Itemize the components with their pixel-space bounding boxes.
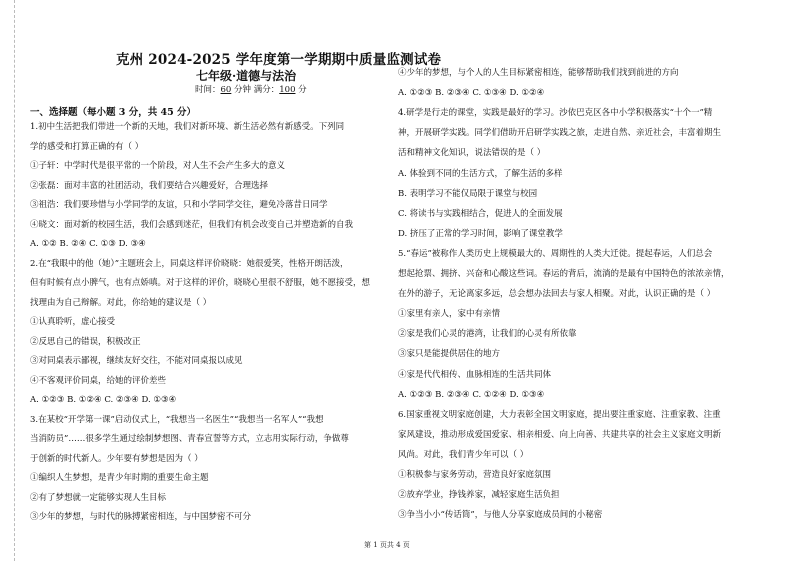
time-label: 时间： (195, 85, 221, 95)
question-line: ③祖浩：我们要珍惜与小学同学的友谊，只和小学同学交往，避免冷落昔日同学 (30, 200, 328, 210)
question-line: 神，开展研学实践。同学们借助开启研学实践之旅，走进自然、亲近社会，丰富着期生 (398, 128, 722, 139)
question-line: ③少年的梦想，与时代的脉搏紧密相连，与中国梦密不可分 (30, 512, 252, 522)
time-value: 60 (220, 85, 232, 95)
question-line: 想起抢票、拥挤、兴奋和心酸这些词。春运的背后，流淌的是最有中国特色的浓浓亲情， (398, 269, 730, 279)
question-line: A. ①②③ B. ②③④ C. ①②④ D. ①③④ (398, 389, 545, 400)
question-line: 在外的游子，无论离家多远，总会想办法回去与家人相聚。对此，认识正确的是（ ） (398, 289, 716, 300)
question-line: ③家只是能提供居住的地方 (398, 349, 501, 360)
binding-margin (0, 0, 15, 561)
question-line: ①家里有亲人，家中有亲情 (398, 309, 501, 320)
question-line: ④少年的梦想，与个人的人生目标紧密相连，能够帮助我们找到前进的方向 (398, 68, 679, 78)
question-line: A. 体验到不同的生活方式，了解生活的多样 (398, 168, 563, 179)
question-line: ①认真聆听，虚心接受 (30, 317, 116, 327)
question-line: ①子轩：中学时代是很平常的一个阶段，对人生不会产生多大的意义 (30, 161, 286, 171)
question-line: 4.研学是行走的课堂，实践是最好的学习。沙依巴克区各中小学积极落实“十个一”精 (398, 108, 713, 119)
question-line: 5.“春运”被称作人类历史上规模最大的、周期性的人类大迁徙。提起春运，人们总会 (398, 248, 713, 259)
question-line: ④家是代代相传、血脉相连的生活共同体 (398, 369, 552, 380)
question-line: D. 挤压了正常的学习时间，影响了课堂教学 (398, 228, 563, 239)
question-line: ③争当小小“传话筒”，与他人分享家庭成员间的小秘密 (398, 510, 603, 521)
question-line: 当消防员”……很多学生通过绘制梦想图、青春宣誓等方式，立志用实际行动，争做尊 (30, 434, 349, 444)
question-line: ②放弃学业，挣钱养家，减轻家庭生活负担 (398, 490, 560, 501)
question-line: 3.在某校“开学第一课”启动仪式上，“我想当一名医生”“我想当一名军人”“我想 (30, 414, 324, 425)
question-line: 1.初中生活把我们带进一个新的天地，我们对新环境、新生活必然有新感受。下列同 (30, 122, 345, 132)
exam-subtitle: 七年级·道德与法治 (196, 69, 297, 83)
section-title: 一、选择题（每小题 3 分，共 45 分） (30, 107, 197, 118)
question-line: 2.在“我眼中的他（她）”主题班会上，同桌这样评价晓晓：她很爱笑，性格开朗活泼， (30, 258, 349, 269)
question-line: A. ①②③ B. ①②④ C. ②③④ D. ①③④ (30, 395, 177, 405)
question-line: B. 表明学习不能仅局限于课堂与校园 (398, 188, 538, 199)
exam-title: 克州 2024-2025 学年度第一学期期中质量监测试卷 (116, 52, 442, 68)
question-line: A. ①② B. ②④ C. ①③ D. ③④ (30, 239, 146, 249)
exam-meta (195, 83, 307, 95)
question-line: 但有时候有点小脾气，也有点娇嗔。对于这样的评价，晓晓心里很不舒服，她不愿接受，想 (30, 278, 371, 288)
time-unit: 分钟 满分： (231, 85, 280, 95)
question-line: 6.国家重视文明家庭创建，大力表彰全国文明家庭，提出要注重家庭、注重家教、注重 (398, 409, 721, 420)
question-line: ①积极参与家务劳动，营造良好家庭氛围 (398, 470, 552, 480)
question-line: ②张磊：面对丰富的社团活动，我们要结合兴趣爱好，合理选择 (30, 180, 269, 191)
question-line: ①编织人生梦想，是青少年时期的重要生命主题 (30, 473, 209, 483)
question-line: 学的感受和打算正确的有（ ） (30, 141, 144, 152)
score-value: 100 (279, 85, 296, 95)
question-line: 家风建设，推动形成爱国爱家、相亲相爱、向上向善、共建共享的社会主义家庭文明新 (398, 429, 722, 440)
page-footer: 第 1 页共 4 页 (364, 541, 410, 549)
question-line: ③对同桌表示鄙视，继续友好交往，不能对同桌报以成见 (30, 356, 243, 366)
question-line: ②家是我们心灵的港湾，让我们的心灵有所依靠 (398, 329, 577, 340)
question-line: ②反思自己的错误，积极改正 (30, 336, 141, 347)
question-line: 于创新的时代新人。少年要有梦想是因为（ ） (30, 453, 203, 464)
score-unit: 分 (295, 85, 307, 95)
question-line: 找理由为自己辩解。对此，你给她的建议是（ ） (30, 297, 212, 308)
question-line: ②有了梦想就一定能够实现人生目标 (30, 492, 167, 503)
question-line: ④不客观评价同桌，给她的评价差些 (30, 375, 167, 386)
question-line: 风尚。对此，我们青少年可以（ ） (398, 449, 529, 460)
question-line: ④晓文：面对新的校园生活，我们会感到迷茫，但我们有机会改变自己并塑造新的自我 (30, 219, 354, 230)
question-line: A. ①②③ B. ②③④ C. ①③④ D. ①②④ (398, 88, 545, 99)
question-line: 活和精神文化知识，说法错误的是（ ） (398, 148, 546, 159)
question-line: C. 将读书与实践相结合，促进人的全面发展 (398, 208, 563, 219)
